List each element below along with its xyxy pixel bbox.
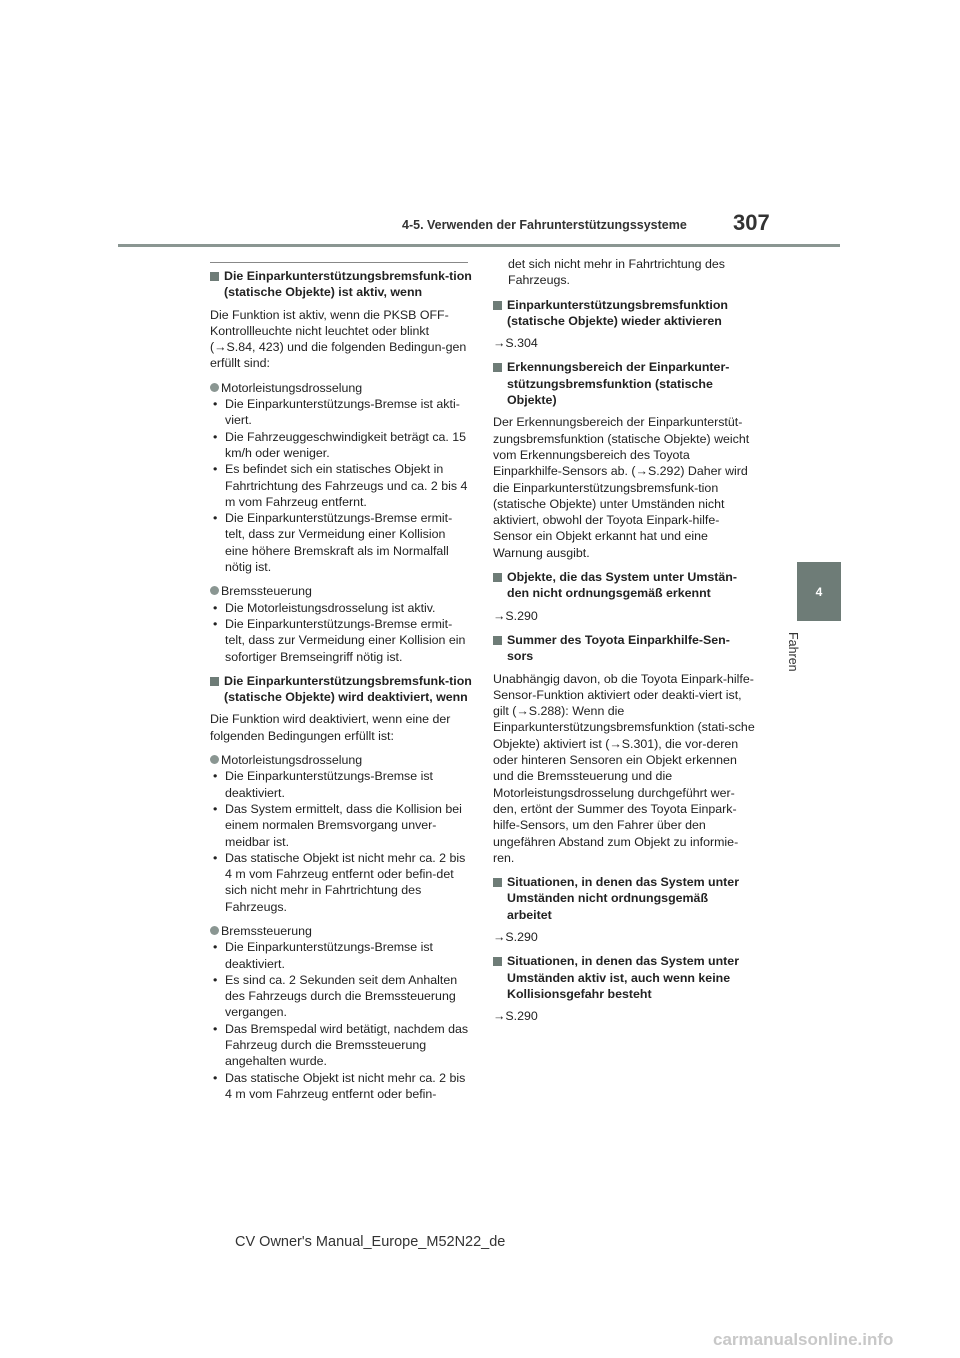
- section-heading: Einparkunterstützungsbremsfunktion (statische Objekte) wieder aktivieren: [493, 297, 755, 330]
- sub-heading: Bremssteuerung: [210, 583, 472, 599]
- section-heading: Situationen, in denen das System unter Umständen nicht ordnungsgemäß arbeitet: [493, 874, 755, 923]
- page-reference-link[interactable]: →S.304: [493, 336, 538, 351]
- paragraph: det sich nicht mehr in Fahrtrichtung des Fahrzeugs.: [508, 257, 725, 288]
- section-title: 4-5. Verwenden der Fahrunterstützungssysteme: [402, 218, 687, 232]
- square-bullet-icon: [493, 878, 502, 887]
- section-heading: Die Einparkunterstützungsbremsfunk-tion (statische Objekte) wird deaktiviert, wenn: [210, 673, 472, 706]
- list-item: • Das Bremspedal wird betätigt, nachdem das Fahrzeug durch die Bremssteuerung angehalten wurde.: [213, 1021, 469, 1069]
- condition-block: [210, 583, 472, 664]
- section-heading: Die Einparkunterstützungsbremsfunk-tion (statische Objekte) ist aktiv, wenn: [210, 268, 472, 301]
- square-bullet-icon: [493, 636, 502, 645]
- list-item: • Die Fahrzeuggeschwindigkeit beträgt ca. 15 km/h oder weniger.: [213, 429, 467, 460]
- page-reference-link[interactable]: →S.290: [493, 929, 538, 944]
- condition-block: [210, 752, 472, 915]
- square-bullet-icon: [493, 957, 502, 966]
- section-heading: Summer des Toyota Einparkhilfe-Sen-sors: [493, 632, 755, 665]
- square-bullet-icon: [210, 272, 219, 281]
- square-bullet-icon: [493, 573, 502, 582]
- section-heading: Objekte, die das System unter Umstän-den nicht ordnungsgemäß erkennt: [493, 569, 755, 602]
- sub-heading: Bremssteuerung: [210, 923, 472, 939]
- sub-heading: Motorleistungsdrosselung: [210, 380, 472, 396]
- list-item: • Die Einparkunterstützungs-Bremse ist deaktiviert.: [213, 940, 433, 971]
- chapter-tab[interactable]: [797, 562, 841, 621]
- chapter-label: Fahren: [786, 632, 800, 672]
- list-item: • Die Einparkunterstützungs-Bremse ermit-telt, dass zur Vermeidung einer Kollision ein sofortiger Bremseingriff nötig ist.: [213, 616, 466, 664]
- paragraph: Der Erkennungsbereich der Einparkunterstüt-zungsbremsfunktion (statische Objekte) weicht vom Erkennungsbereich des Toyota Einparkhilfe-Sensors ab. (→S.292) Daher wird die Einparkunterstützungsbremsfunk-tion (statische Objekte) unter Umständen nicht aktiviert, obwohl der Toyota Einpark-hilfe-Sensor ein Objekt erkannt hat und eine Warnung ausgibt.: [493, 415, 750, 560]
- condition-block: [210, 923, 472, 1102]
- page-number: 307: [733, 210, 770, 235]
- list-item: • Das statische Objekt ist nicht mehr ca. 2 bis 4 m vom Fahrzeug entfernt oder befin-: [213, 1070, 466, 1101]
- paragraph: Die Funktion ist aktiv, wenn die PKSB OFF-Kontrollleuchte nicht leuchtet oder blinkt (→S.84, 423) und die folgenden Bedingun-gen erfüllt sind:: [210, 307, 467, 371]
- watermark: carmanualsonline.info: [713, 1330, 894, 1349]
- paragraph: Die Funktion wird deaktiviert, wenn eine der folgenden Bedingungen erfüllt ist:: [210, 712, 451, 743]
- circle-bullet-icon: [210, 383, 219, 392]
- list-item: • Die Einparkunterstützungs-Bremse ist deaktiviert.: [213, 769, 433, 800]
- list-item: • Das System ermittelt, dass die Kollision bei einem normalen Bremsvorgang unver-meidbar ist.: [213, 801, 462, 849]
- column-divider: [210, 262, 468, 263]
- square-bullet-icon: [493, 363, 502, 372]
- section-heading: Erkennungsbereich der Einparkunter-stützungsbremsfunktion (statische Objekte): [493, 359, 755, 408]
- header-divider: [118, 244, 840, 247]
- right-column: [493, 256, 755, 1032]
- chapter-number: 4: [815, 584, 823, 599]
- list-item: • Die Einparkunterstützungs-Bremse ermit-telt, dass zur Vermeidung einer Kollision eine höhere Bremskraft als im Normalfall nötig ist.: [213, 511, 453, 575]
- page-reference-link[interactable]: →S.290: [493, 608, 538, 623]
- list-item: • Die Motorleistungsdrosselung ist aktiv.: [213, 600, 436, 615]
- square-bullet-icon: [493, 301, 502, 310]
- circle-bullet-icon: [210, 926, 219, 935]
- circle-bullet-icon: [210, 755, 219, 764]
- list-item: • Die Einparkunterstützungs-Bremse ist akti-viert.: [213, 397, 460, 428]
- left-column: [210, 268, 472, 1110]
- paragraph: Unabhängig davon, ob die Toyota Einpark-hilfe-Sensor-Funktion aktiviert oder deakti-viert ist, gilt (→S.288): Wenn die Einparkunterstützungsbremsfunktion (stati-sche Objekte) aktiviert ist (→S.301), die vor-deren oder hinteren Sensoren ein Objekt erkennen und die Bremssteuerung und die Motorleistungsdrosselung durchgeführt wer-den, ertönt der Summer des Toyota Einpark-hilfe-Sensors, um den Fahrer über den ungefähren Abstand zum Objekt zu informie-ren.: [493, 671, 755, 865]
- list-item: • Es befindet sich ein statisches Objekt in Fahrtrichtung des Fahrzeugs und ca. 2 bis 4 m vom Fahrzeug entfernt.: [213, 462, 468, 509]
- list-item: • Das statische Objekt ist nicht mehr ca. 2 bis 4 m vom Fahrzeug entfernt oder befin-det sich nicht mehr in Fahrtrichtung des Fahrzeugs.: [213, 850, 466, 914]
- circle-bullet-icon: [210, 586, 219, 595]
- sub-heading: Motorleistungsdrosselung: [210, 752, 472, 768]
- condition-block: [210, 380, 472, 576]
- list-item: • Es sind ca. 2 Sekunden seit dem Anhalten des Fahrzeugs durch die Bremssteuerung vergangen.: [213, 972, 458, 1020]
- page-reference-link[interactable]: →S.290: [493, 1009, 538, 1024]
- square-bullet-icon: [210, 677, 219, 686]
- footer-manual-id: CV Owner's Manual_Europe_M52N22_de: [235, 1234, 506, 1250]
- section-heading: Situationen, in denen das System unter Umständen aktiv ist, auch wenn keine Kollisionsgefahr besteht: [493, 953, 755, 1002]
